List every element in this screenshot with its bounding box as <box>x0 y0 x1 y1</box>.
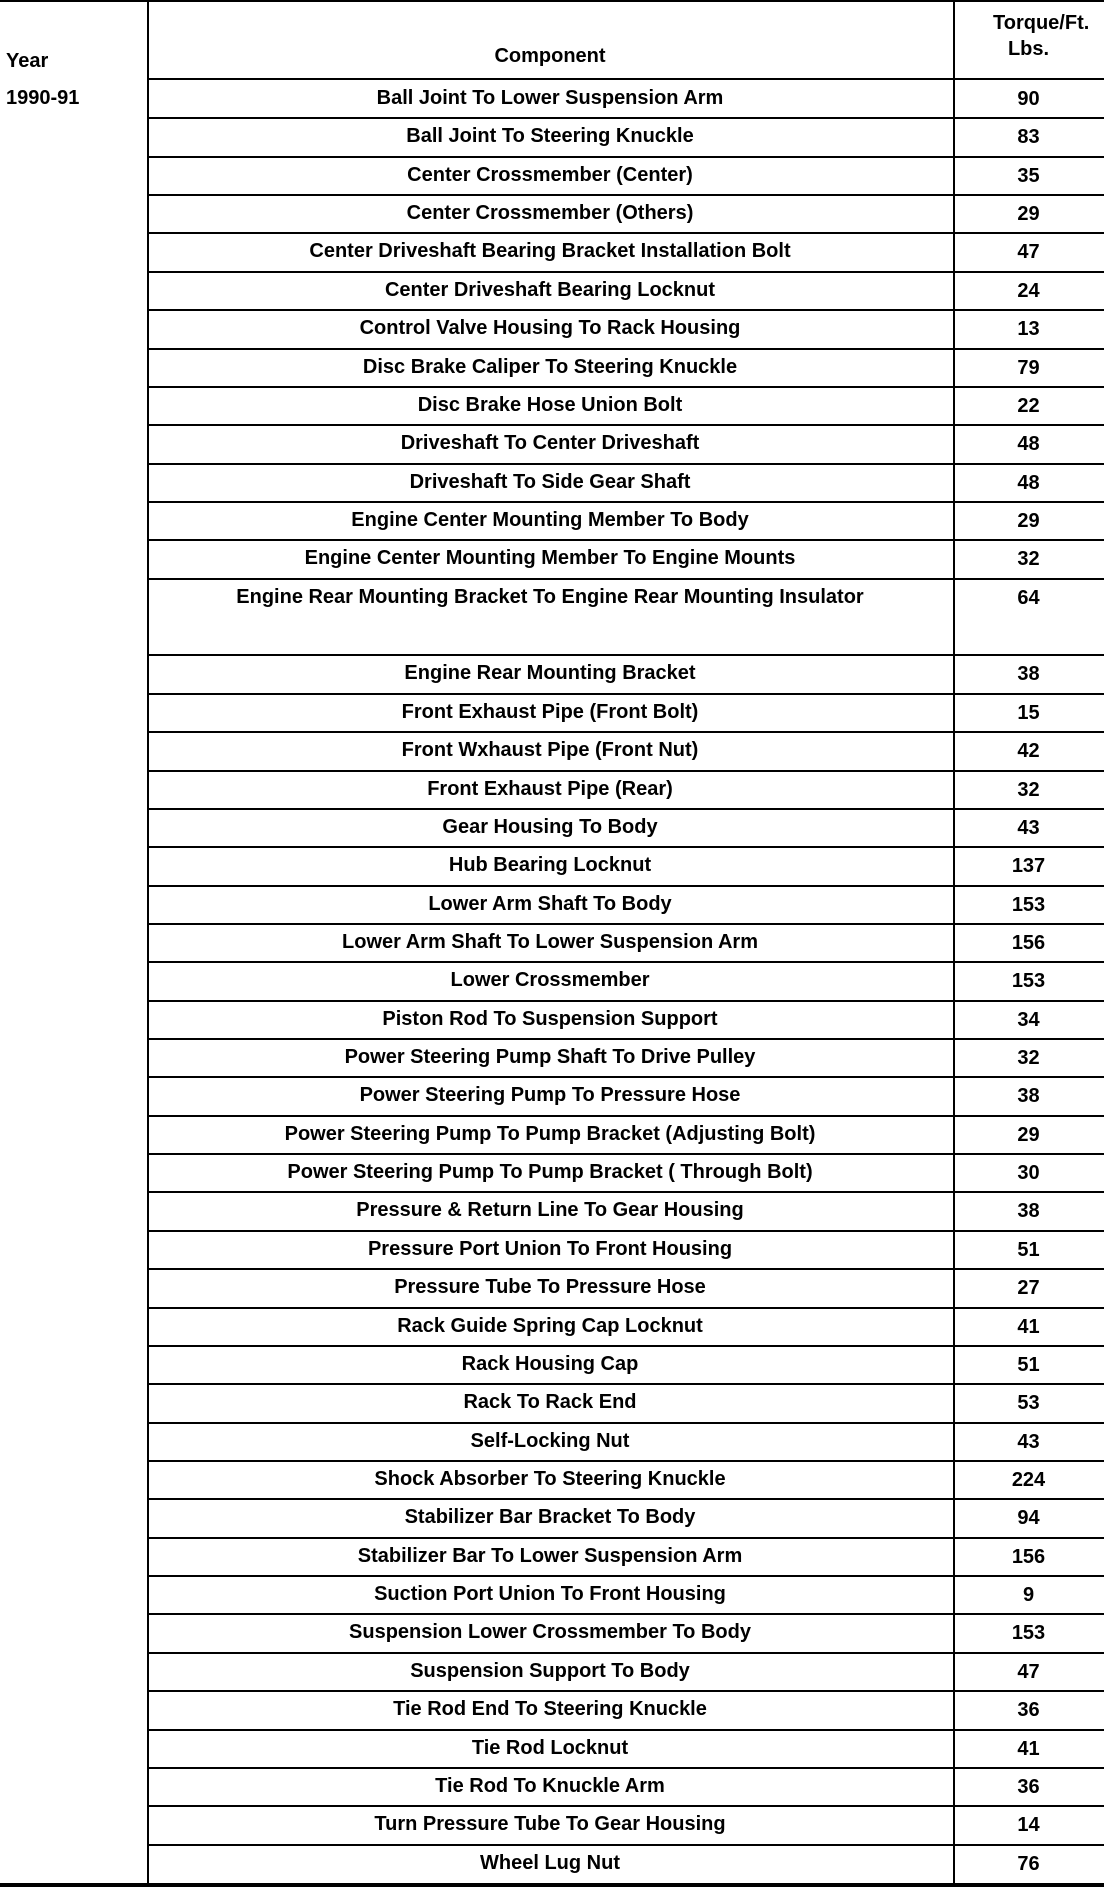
table-row <box>0 157 1120 195</box>
component-cell: Wheel Lug Nut <box>480 1851 620 1874</box>
table-row <box>0 1077 1120 1115</box>
torque-cell: 34 <box>1017 1008 1040 1031</box>
table-header-row <box>0 0 1120 80</box>
table-row <box>0 1461 1120 1499</box>
component-cell: Front Wxhaust Pipe (Front Nut) <box>401 739 699 762</box>
table-row <box>0 1423 1120 1461</box>
component-cell: Power Steering Pump Shaft To Drive Pulley <box>344 1046 756 1069</box>
table-row <box>0 1154 1120 1192</box>
torque-cell: 38 <box>1017 1200 1040 1223</box>
torque-header: Torque/Ft. Lbs. <box>993 12 1090 60</box>
table-row <box>0 349 1120 387</box>
table-row <box>0 310 1120 348</box>
component-cell: Tie Rod End To Steering Knuckle <box>393 1698 707 1721</box>
component-cell: Power Steering Pump To Pump Bracket ( Through Bolt) <box>287 1161 813 1184</box>
torque-cell: 13 <box>1017 318 1040 341</box>
table-row <box>0 962 1120 1000</box>
table-row <box>0 1346 1120 1384</box>
table-bottom-border <box>0 1883 1104 1887</box>
table-row <box>0 655 1120 693</box>
component-cell: Hub Bearing Locknut <box>448 854 652 877</box>
component-cell: Turn Pressure Tube To Gear Housing <box>374 1813 726 1836</box>
table-row <box>0 540 1120 578</box>
torque-cell: 36 <box>1017 1775 1040 1798</box>
torque-cell: 156 <box>1011 1545 1046 1568</box>
component-cell: Tie Rod Locknut <box>471 1736 629 1759</box>
table-row <box>0 886 1120 924</box>
torque-cell: 94 <box>1017 1507 1040 1530</box>
torque-cell: 29 <box>1017 1123 1040 1146</box>
torque-cell: 41 <box>1017 1315 1040 1338</box>
component-cell: Rack To Rack End <box>463 1391 637 1414</box>
component-cell: Center Crossmember (Others) <box>406 202 694 225</box>
torque-cell: 51 <box>1017 1238 1040 1261</box>
component-cell: Lower Crossmember <box>450 969 650 992</box>
component-cell: Center Driveshaft Bearing Locknut <box>384 278 716 301</box>
table-row <box>0 847 1120 885</box>
table-row <box>0 80 1120 118</box>
table-row <box>0 1538 1120 1576</box>
torque-cell: 36 <box>1017 1699 1040 1722</box>
table-row <box>0 1499 1120 1537</box>
table-row <box>0 425 1120 463</box>
component-cell: Stabilizer Bar To Lower Suspension Arm <box>357 1544 743 1567</box>
component-cell: Disc Brake Hose Union Bolt <box>417 393 683 416</box>
table-row <box>0 233 1120 271</box>
component-cell: Suspension Support To Body <box>410 1659 690 1682</box>
component-header: Component <box>494 45 606 67</box>
component-cell: Power Steering Pump To Pump Bracket (Adjusting Bolt) <box>284 1122 816 1145</box>
component-cell: Ball Joint To Lower Suspension Arm <box>376 87 724 109</box>
component-cell: Center Driveshaft Bearing Bracket Installation Bolt <box>309 240 791 263</box>
torque-cell: 15 <box>1017 701 1040 724</box>
torque-cell: 35 <box>1017 164 1040 187</box>
torque-cell: 30 <box>1017 1162 1040 1185</box>
table-row <box>0 1384 1120 1422</box>
component-cell: Gear Housing To Body <box>442 815 658 838</box>
torque-cell: 41 <box>1017 1737 1040 1760</box>
component-cell: Self-Locking Nut <box>470 1429 630 1452</box>
table-row <box>0 1576 1120 1614</box>
component-cell: Pressure Tube To Pressure Hose <box>394 1276 706 1299</box>
table-row <box>0 1614 1120 1652</box>
torque-cell: 224 <box>1011 1469 1046 1492</box>
torque-cell: 14 <box>1017 1814 1040 1837</box>
torque-cell: 22 <box>1017 394 1040 417</box>
table-row <box>0 387 1120 425</box>
torque-cell: 32 <box>1017 548 1040 571</box>
table-row <box>0 502 1120 540</box>
torque-cell: 156 <box>1011 931 1046 954</box>
component-cell: Rack Housing Cap <box>461 1352 639 1375</box>
torque-cell: 83 <box>1017 126 1040 149</box>
torque-cell: 90 <box>1017 88 1040 110</box>
component-cell: Front Exhaust Pipe (Front Bolt) <box>401 700 699 723</box>
component-cell: Shock Absorber To Steering Knuckle <box>374 1468 726 1491</box>
component-cell: Driveshaft To Side Gear Shaft <box>409 470 691 493</box>
component-cell: Center Crossmember (Center) <box>407 163 693 186</box>
component-cell: Engine Center Mounting Member To Body <box>351 508 749 531</box>
torque-cell: 9 <box>1022 1584 1035 1607</box>
component-cell: Rack Guide Spring Cap Locknut <box>397 1314 703 1337</box>
table-row <box>0 924 1120 962</box>
table-row <box>0 771 1120 809</box>
torque-cell: 76 <box>1017 1852 1040 1875</box>
table-row <box>0 1001 1120 1039</box>
component-cell: Stabilizer Bar Bracket To Body <box>404 1506 696 1529</box>
table-row <box>0 1806 1120 1844</box>
component-cell: Ball Joint To Steering Knuckle <box>406 125 694 148</box>
component-cell: Suspension Lower Crossmember To Body <box>349 1621 751 1644</box>
component-cell: Suction Port Union To Front Housing <box>374 1583 726 1606</box>
torque-cell: 51 <box>1017 1353 1040 1376</box>
torque-cell: 47 <box>1017 1660 1040 1683</box>
table-row <box>0 1691 1120 1729</box>
torque-cell: 29 <box>1017 509 1040 532</box>
table-row <box>0 1768 1120 1806</box>
torque-cell: 32 <box>1017 778 1040 801</box>
torque-cell: 38 <box>1017 1085 1040 1108</box>
table-row <box>0 1308 1120 1346</box>
table-row <box>0 1653 1120 1691</box>
table-row <box>0 1231 1120 1269</box>
component-cell: Driveshaft To Center Driveshaft <box>400 432 700 455</box>
component-cell: Pressure Port Union To Front Housing <box>367 1237 733 1260</box>
torque-cell: 153 <box>1011 970 1046 993</box>
table-row <box>0 272 1120 310</box>
torque-cell: 24 <box>1017 279 1040 302</box>
table-row <box>0 1192 1120 1230</box>
table-row <box>0 732 1120 770</box>
torque-cell: 48 <box>1017 433 1040 456</box>
torque-cell: 29 <box>1017 203 1040 226</box>
year-header: Year <box>6 50 49 72</box>
table-row <box>0 694 1120 732</box>
component-cell: Lower Arm Shaft To Body <box>428 892 672 915</box>
component-cell: Engine Rear Mounting Bracket <box>404 662 696 685</box>
component-cell: Engine Center Mounting Member To Engine Mounts <box>304 547 796 570</box>
torque-cell: 43 <box>1017 816 1040 839</box>
table-row <box>0 579 1120 656</box>
torque-cell: 42 <box>1017 740 1040 763</box>
component-cell: Pressure & Return Line To Gear Housing <box>356 1199 744 1222</box>
component-cell: Piston Rod To Suspension Support <box>382 1007 718 1030</box>
table-row <box>0 1269 1120 1307</box>
component-cell: Disc Brake Caliper To Steering Knuckle <box>362 355 738 378</box>
torque-cell: 79 <box>1017 356 1040 379</box>
table-row <box>0 195 1120 233</box>
table-row <box>0 1039 1120 1077</box>
component-cell: Control Valve Housing To Rack Housing <box>359 317 741 340</box>
component-cell: Lower Arm Shaft To Lower Suspension Arm <box>342 930 758 953</box>
torque-cell: 64 <box>1017 586 1040 609</box>
year-value: 1990-91 <box>6 87 80 109</box>
torque-cell: 38 <box>1017 663 1040 686</box>
torque-cell: 48 <box>1017 471 1040 494</box>
table-row <box>0 809 1120 847</box>
table-row <box>0 1730 1120 1768</box>
table-row <box>0 1116 1120 1154</box>
torque-cell: 53 <box>1017 1392 1040 1415</box>
torque-cell: 137 <box>1011 855 1046 878</box>
table-row <box>0 1845 1120 1883</box>
component-cell: Front Exhaust Pipe (Rear) <box>427 777 673 800</box>
component-cell: Power Steering Pump To Pressure Hose <box>359 1084 741 1107</box>
torque-cell: 43 <box>1017 1430 1040 1453</box>
table-row <box>0 464 1120 502</box>
torque-cell: 47 <box>1017 241 1040 264</box>
torque-cell: 32 <box>1017 1047 1040 1070</box>
torque-cell: 153 <box>1011 1622 1046 1645</box>
table-row <box>0 118 1120 156</box>
torque-cell: 153 <box>1011 893 1046 916</box>
component-cell: Tie Rod To Knuckle Arm <box>435 1774 665 1797</box>
torque-cell: 27 <box>1017 1277 1040 1300</box>
component-cell: Engine Rear Mounting Bracket To Engine Rear Mounting Insulator <box>236 585 864 608</box>
